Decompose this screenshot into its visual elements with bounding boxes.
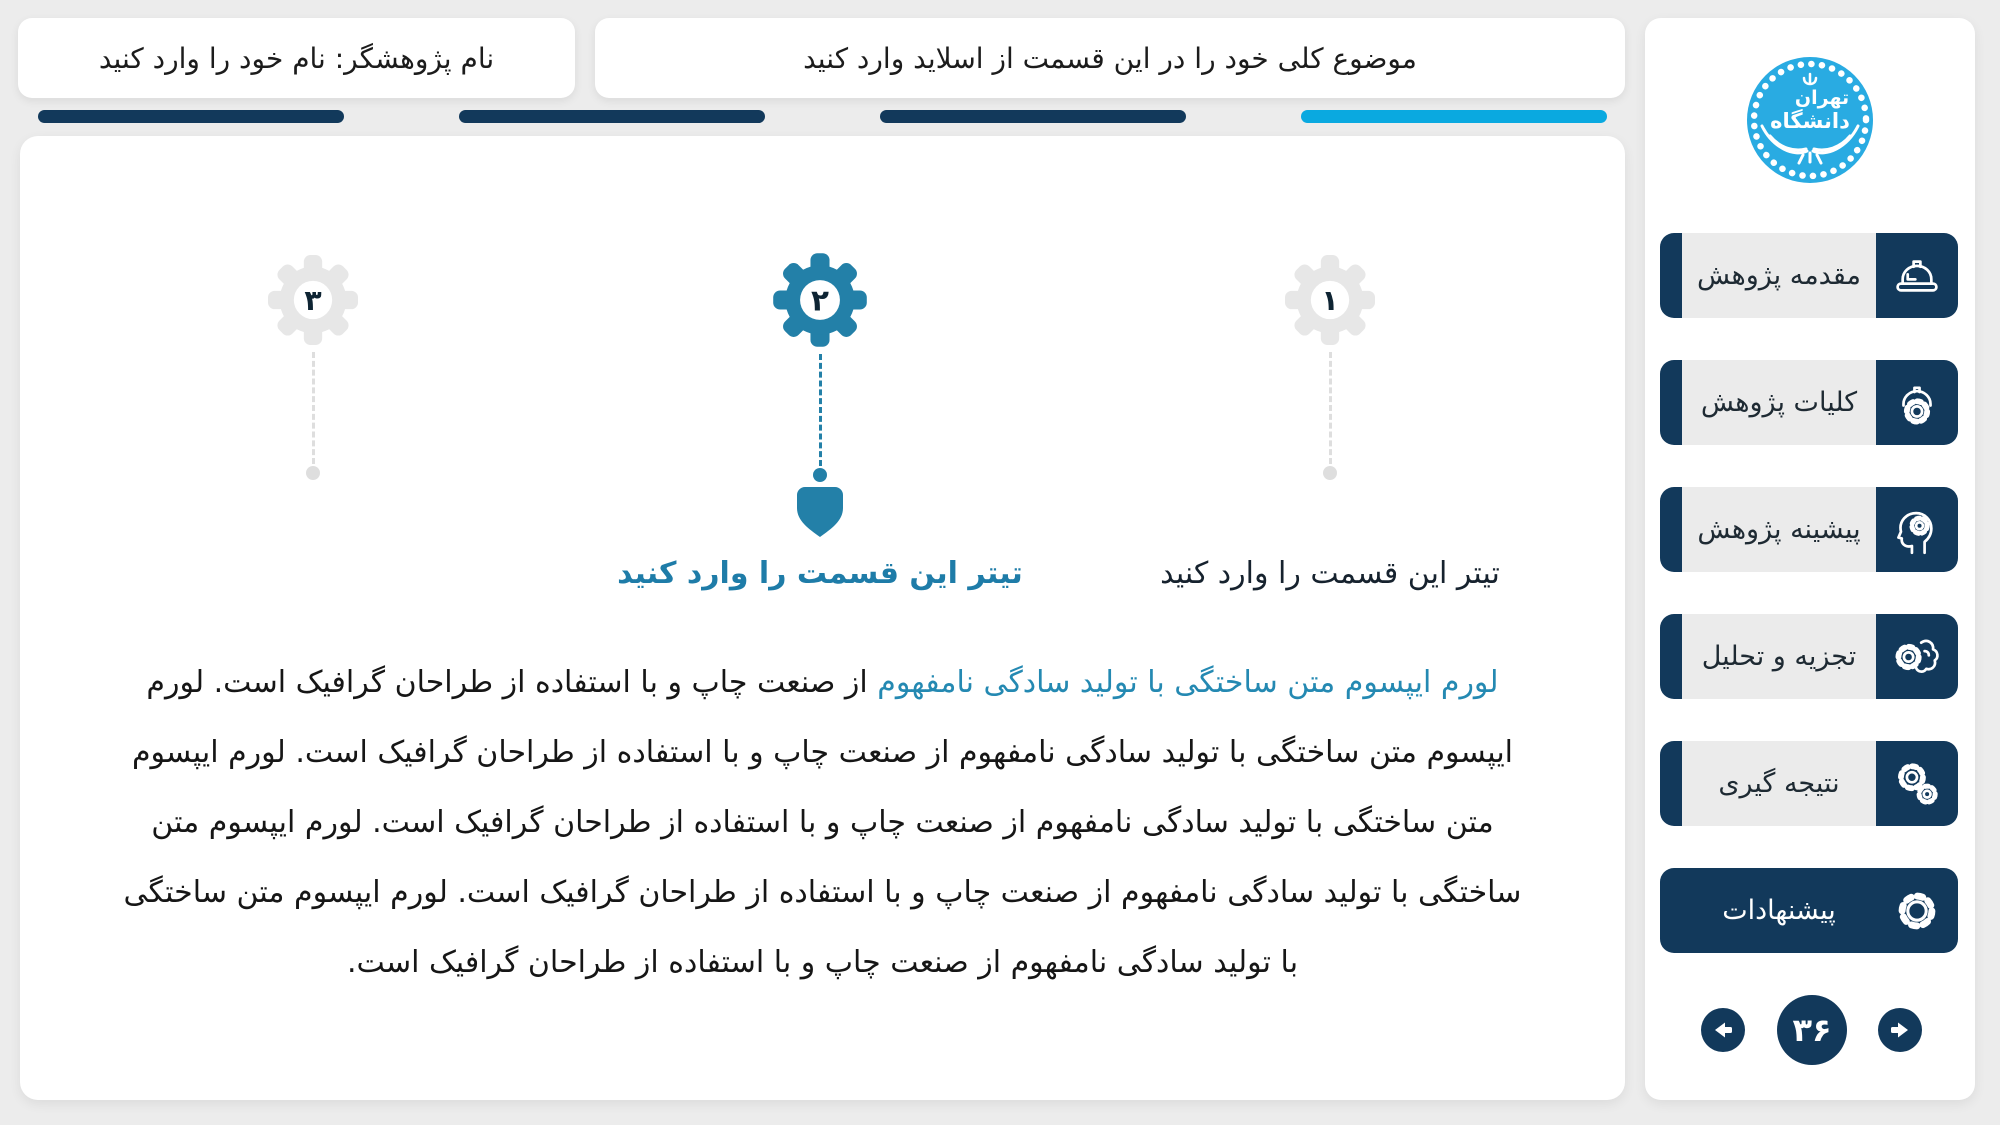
- progress-bar: [459, 110, 765, 123]
- step-2: [670, 248, 970, 538]
- researcher-name-text: نام پژوهشگر: نام خود را وارد کنید: [98, 41, 495, 75]
- gear-step-icon: [1280, 250, 1380, 350]
- step-3: [163, 250, 463, 480]
- step-dot: [1323, 466, 1337, 480]
- step-1-title: تیتر این قسمت را وارد کنید: [1160, 556, 1500, 591]
- body-paragraph-rest: از صنعت چاپ و با استفاده از طراحان گرافیک است. لورم ایپسوم متن ساختگی با تولید سادگی نامفهوم از صنعت چاپ و با استفاده از طراحان گرافیک است. لورم ایپسوم متن ساختگی با تولید سادگی نامفهوم از صنعت چاپ و با استفاده از طراحان گرافیک است. لورم ایپسوم متن ساختگی با تولید سادگی نامفهوم از صنعت چاپ و با استفاده از طراحان گرافیک است. لورم ایپسوم متن ساختگی با تولید سادگی نامفهوم از صنعت چاپ و با استفاده از طراحان گرافیک است.: [123, 665, 1522, 980]
- university-of-tehran-logo: [1740, 50, 1880, 190]
- gear-step-icon: [263, 250, 363, 350]
- gear-step-icon: [768, 248, 872, 352]
- sidebar: [1645, 18, 1975, 1100]
- step-connector: [312, 352, 315, 464]
- body-paragraph-highlight: لورم ایپسوم متن ساختگی با تولید سادگی نامفهوم: [877, 665, 1499, 700]
- step-number: ۲: [811, 283, 829, 318]
- step-dot: [306, 466, 320, 480]
- helmet-gear-icon: [1876, 360, 1958, 445]
- sidebar-item-label: مقدمه پژوهش: [1697, 260, 1861, 291]
- sidebar-item-label: تجزیه و تحلیل: [1701, 641, 1857, 672]
- nav-arrow-right-button[interactable]: [1878, 1008, 1922, 1052]
- step-number: ۱: [1321, 284, 1339, 317]
- step-2-title: تیتر این قسمت را وارد کنید: [617, 556, 1023, 591]
- researcher-name-field[interactable]: [18, 18, 575, 98]
- logo-text-line2: دانشگاه: [1770, 109, 1850, 133]
- step-1: [1180, 250, 1480, 480]
- step-connector: [1329, 352, 1332, 464]
- step-number: ۳: [304, 284, 322, 317]
- step-connector: [819, 354, 822, 466]
- topic-field[interactable]: [595, 18, 1625, 98]
- head-gear-icon: [1876, 487, 1958, 572]
- main-card: [20, 136, 1625, 1100]
- shield-marker-icon: [796, 486, 844, 538]
- logo-text-line1: تهران: [1794, 87, 1850, 109]
- sidebar-item-label: پیشینه پژوهش: [1697, 514, 1861, 545]
- right-arrow-icon: [1888, 1018, 1912, 1042]
- body-paragraph: [120, 648, 1525, 998]
- sidebar-item-label: پیشنهادات: [1722, 895, 1836, 926]
- topic-text: موضوع کلی خود را در این قسمت از اسلاید وارد کنید: [803, 41, 1417, 75]
- sidebar-item-conclusion[interactable]: [1660, 741, 1958, 826]
- page-number-badge: [1777, 995, 1847, 1065]
- sidebar-item-introduction[interactable]: [1660, 233, 1958, 318]
- nav-arrow-left-button[interactable]: [1701, 1008, 1745, 1052]
- gear-icon: [1876, 868, 1958, 953]
- sidebar-item-analysis[interactable]: [1660, 614, 1958, 699]
- progress-bar: [880, 110, 1186, 123]
- sidebar-item-label: کلیات پژوهش: [1700, 387, 1858, 418]
- progress-bar: [1301, 110, 1607, 123]
- step-dot: [813, 468, 827, 482]
- sidebar-item-label: نتیجه گیری: [1718, 768, 1840, 799]
- left-arrow-icon: [1711, 1018, 1735, 1042]
- double-gear-icon: [1876, 741, 1958, 826]
- sidebar-item-suggestions[interactable]: [1660, 868, 1958, 953]
- hard-hat-icon: [1876, 233, 1958, 318]
- sidebar-item-background[interactable]: [1660, 487, 1958, 572]
- page-number: ۳۶: [1792, 1011, 1832, 1049]
- brain-gear-icon: [1876, 614, 1958, 699]
- progress-bar: [38, 110, 344, 123]
- sidebar-item-overview[interactable]: [1660, 360, 1958, 445]
